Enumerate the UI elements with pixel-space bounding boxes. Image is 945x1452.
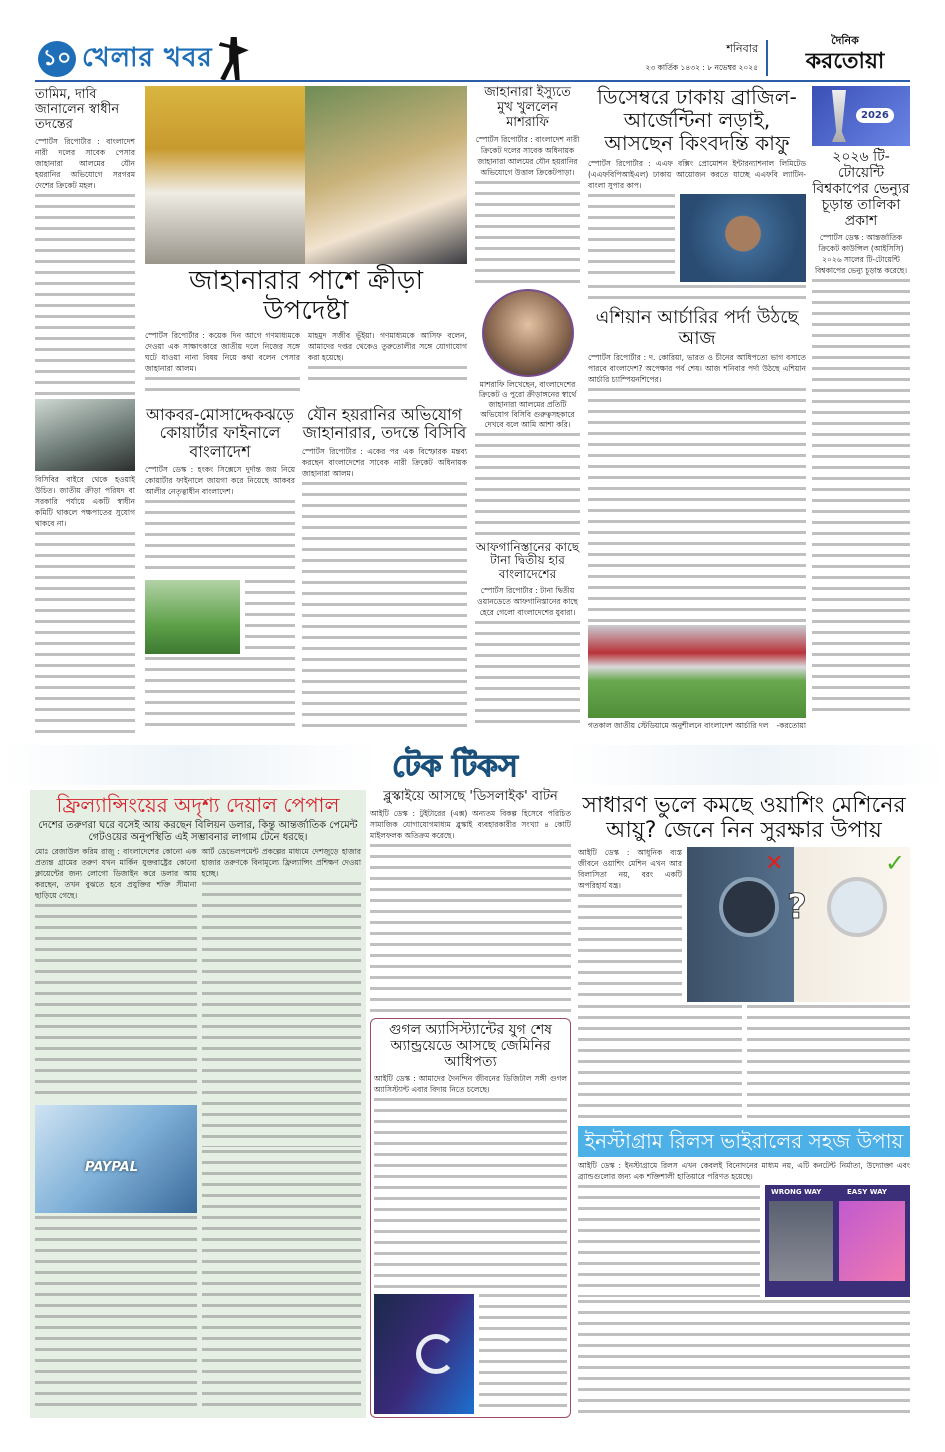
t20-logo-year: 2026 [856, 108, 894, 123]
instagram-body-3 [578, 1300, 910, 1418]
main-body-row [145, 330, 467, 399]
issue-day: শনিবার [726, 42, 758, 55]
masthead-block [775, 34, 915, 76]
freelance-right [202, 846, 362, 1414]
brazil-column [588, 86, 806, 731]
header-left [38, 38, 249, 80]
akbar-headline: আকবর-মোসাদ্দেকঝড়ে কোয়ার্টার ফাইনালে বাংলাদেশ [146, 404, 294, 461]
freelance-headline: ফ্রিল্যান্সিংয়ের অদৃশ্য দেয়াল পেপাল [56, 793, 340, 817]
bluesky-lead: আইটি ডেস্ক : টুইটারের (এক্স) অন্যতম বিকল্প হিসেবে পরিচিত সামাজিক যোগাযোগমাধ্যম ব্লুস্কাই ব্যবহারকারীর সংখ্যা ৪ কোটি মাইলফলক অতিক্রম করেছে। [370, 808, 571, 840]
google-g-icon [416, 1334, 456, 1374]
washing-headline: সাধারণ ভুলে কমছে ওয়াশিং মেশিনের আয়ু? জেনে নিন সুরক্ষার উপায় [582, 793, 906, 844]
main-body [145, 377, 300, 399]
paypal-image [35, 1105, 197, 1213]
akbar-body-3 [145, 657, 295, 734]
bcb-headline: যৌন হয়রানির অভিযোগ জাহানারার, তদন্তে বিসিবি [302, 404, 467, 443]
akbar-photo-row [145, 580, 295, 654]
section-logo: খেলার খবর [82, 43, 213, 73]
gemini-box [370, 1018, 571, 1418]
bluesky-body [370, 844, 571, 1015]
clean-drum [827, 877, 887, 937]
mashrafe-column [475, 86, 580, 726]
mashrafe-lead: স্পোর্টস রিপোর্টার : বাংলাদেশ নারী ক্রিকেট দলের সাবেক অধিনায়ক জাহানারা আলমের যৌন হয়রানির অভিযোগে উত্তাল ক্রিকেটপাড়া। [475, 134, 580, 177]
archery-caption-row [588, 721, 806, 731]
washing-body-3 [747, 1005, 911, 1123]
middle-tech-column [370, 790, 571, 1418]
akbar-body-2 [245, 580, 295, 654]
afghan-lead: স্পোর্টস রিপোর্টার : টানা দ্বিতীয় ওয়ানডেতে আফগানিস্তানের কাছে হেরে গেলো বাংলাদেশের যুবারা। [477, 586, 578, 618]
freelance-lead-2: আর্ট ডেভেলপমেন্ট প্রকল্পের মাধ্যমে দেশজুড়ে হাজার হাজার তরুণকে বিনামূল্যে ফ্রিল্যান্সিং প্রশিক্ষণ দেওয়া হচ্ছে। [201, 847, 361, 878]
mashrafe-body [475, 181, 580, 286]
cross-icon: ✕ [765, 850, 784, 876]
dirty-drum [719, 877, 779, 937]
t20-column [812, 86, 910, 712]
trophy-icon [832, 90, 846, 142]
tech-banner-title: টেক টিকস [392, 749, 518, 784]
washing-left [578, 847, 682, 1002]
tamim-lead: স্পোর্টস রিপোর্টার : বাংলাদেশ নারী দলের সাবেক পেসার জাহানারা আলমের যৌন হয়রানির অভিযোগে সরগরম দেশের ক্রিকেট মহল। [35, 136, 135, 190]
bcb-lead: স্পোর্টস রিপোর্টার : একের পর এক বিস্ফোরক মন্তব্য করছেন বাংলাদেশের সাবেক নারী ক্রিকেট অধিনায়ক জাহানারা আলম। [302, 446, 467, 478]
washing-body-row [578, 1005, 910, 1123]
t20-logo-image [812, 86, 910, 146]
mashrafe-caption: মাশরাফি লিখেছেন, বাংলাদেশের ক্রিকেট ও পুরো ক্রীড়াঙ্গনের স্বার্থে জাহানারা আলমের প্রতিটি অভিযোগ বিসিবি গুরুত্বসহকারে দেখবে বলে আমি আশা করি। [478, 379, 577, 429]
mashrafe-headline: জাহানারা ইস্যুতে মুখ খুললেন মাশরাফি [484, 85, 571, 130]
akbar-body [145, 500, 295, 577]
archery-headline: এশিয়ান আর্চারির পর্দা উঠছে আজ [595, 307, 799, 349]
masthead-divider [766, 40, 768, 76]
archery-photo [588, 625, 806, 718]
sub-stories-row [145, 406, 467, 734]
gemini-body-2 [479, 1294, 567, 1414]
freelance-body [35, 904, 197, 1102]
question-mark-icon: ? [787, 886, 807, 927]
instagram-body-2 [578, 1185, 760, 1297]
afghan-body [475, 621, 580, 726]
t20-headline: ২০২৬ টি-টোয়েন্টি বিশ্বকাপের ভেন্যুর চূড়ান্ত তালিকা প্রকাশ [812, 149, 910, 230]
washing-body-2 [578, 1005, 742, 1123]
washing-lead: আইটি ডেস্ক : আধুনিক ব্যস্ত জীবনে ওয়াশিং মেশিন এখন আর বিলাসিতা নয়, বরং একটি অপরিহার্য যন্ত্র। [578, 847, 682, 890]
archery-body [588, 388, 806, 622]
freelance-box [30, 790, 366, 1418]
tamim-column [35, 88, 135, 734]
archery-credit: -করতোয়া [776, 721, 806, 730]
footballer-silhouette-icon [219, 37, 249, 81]
freelance-lead: মোঃ রেজাউল করিম রাজু : বাংলাদেশের কোনো এক প্রত্যন্ত গ্রামের তরুণ যখন মার্কিন যুক্তরাষ্ট্রের কোনো ক্লায়েন্টের জন্য লোগো ডিজাইন করে ডলার আয় করছেন, তখন বুঝতে হবে প্রযুক্তির শক্তি সীমানা ছাড়িয়ে গেছে। [35, 847, 197, 900]
instagram-lead: আইটি ডেস্ক : ইনস্টাগ্রামে রিলস এখন কেবলই বিনোদনের মাধ্যম নয়, এটি কনটেন্ট নির্মাতা, উদ্যোক্তা এবং ব্র্যান্ডগুলোর জন্য এক শক্তিশালী হাতিয়ারে পরিণত হয়েছে। [578, 1160, 910, 1181]
main-body-right [308, 330, 467, 399]
gemini-image [374, 1294, 474, 1414]
tamim-headline: তামিম, দাবি জানালেন স্বাধীন তদন্তের [35, 87, 120, 132]
freelance-body-2 [202, 882, 362, 1147]
tamim-photo [35, 399, 135, 471]
cafu-photo [680, 194, 806, 282]
page-number-badge: ১০ [38, 41, 76, 77]
main-body-2 [308, 366, 467, 388]
mashrafe-photo [482, 289, 574, 377]
easy-way-panel [839, 1201, 905, 1281]
issue-info [560, 40, 758, 75]
instagram-headline-banner: ইনস্টাগ্রাম রিলস ভাইরালের সহজ উপায় [578, 1126, 910, 1157]
freelance-left [35, 846, 197, 1414]
main-photos [145, 86, 467, 264]
wrong-way-panel [769, 1201, 833, 1281]
jahanara-photo [305, 86, 467, 264]
sports-adviser-photo [145, 86, 305, 264]
afghan-headline: আফগানিস্তানের কাছে টানা দ্বিতীয় হার বাংলাদেশের [475, 539, 580, 582]
cafu-row [588, 194, 806, 282]
tamim-body-2 [35, 532, 135, 734]
tamim-body [35, 194, 135, 396]
brazil-headline: ডিসেম্বরে ঢাকায় ব্রাজিল-আর্জেন্টিনা লড়াই, আসছেন কিংবদন্তি কাফু [597, 85, 797, 155]
main-column [145, 86, 467, 734]
paypal-image-text: PAYPAL [85, 1160, 138, 1175]
cricket-photo [145, 580, 240, 654]
washing-machine-image [687, 847, 910, 1002]
washing-body [578, 894, 682, 1002]
bcb-column [302, 406, 467, 734]
easy-way-label: EASY WAY [847, 1187, 887, 1196]
tamim-lead-2: বিসিবির বাইরে থেকে হওয়াই উচিত। জাতীয় ক্রীড়া পরিষদ বা সরকারি পর্যায়ে একটি স্বাধীন কমিটি থাকলে পক্ষপাতের সুযোগ থাকবে না। [35, 474, 135, 528]
wrong-way-label: WRONG WAY [771, 1187, 822, 1196]
archery-caption: গতকাল জাতীয় স্টেডিয়ামে অনুশীলনে বাংলাদেশ আর্চারি দল [588, 721, 769, 730]
gemini-headline: গুগল অ্যাসিস্ট্যান্টের যুগ শেষ অ্যান্ড্রয়েডে আসছে জেমিনির আধিপত্য [389, 1022, 552, 1071]
main-headline: জাহানারার পাশে ক্রীড়া উপদেষ্টা [188, 266, 424, 326]
right-tech-column [578, 793, 910, 1418]
header-rule [35, 80, 910, 82]
issue-date: ২৩ কার্তিক ১৪৩২ : ৮ নভেম্বর ২০২৫ [645, 63, 758, 72]
masthead: করতোয়া [805, 49, 885, 74]
freelance-body-4 [202, 1150, 362, 1415]
freelance-columns [35, 846, 361, 1414]
masthead-small: দৈনিক [831, 34, 859, 47]
main-lead: স্পোর্টস রিপোর্টার : কয়েক দিন আগে গণমাধ্যমকে দেওয়া এক সাক্ষাৎকারে জাতীয় দলে নিজের সঙ্গে ঘটে যাওয়া নানা বিষয় নিয়ে কথা বলেন পেসার জাহানারা আলম। [145, 330, 300, 373]
freelance-subhead: দেশের তরুণরা ঘরে বসেই আয় করছেন বিলিয়ন ডলার, কিন্তু আন্তর্জাতিক পেমেন্ট গেটওয়ের অনুপস্থিতি এই সম্ভাবনার লাগাম টেনে ধরছে। [38, 820, 358, 843]
brazil-lead: স্পোর্টস রিপোর্টার : এএফ বক্সিং প্রোমোশন ইন্টারন্যাশনাল লিমিটেড (এএফবিপিআইএল) ঢাকায় আয়োজন করতে যাচ্ছে এএফবি ল্যাটিন-বাংলা সুপার কাপ। [588, 159, 806, 190]
check-icon: ✓ [885, 848, 906, 877]
instagram-image [765, 1185, 910, 1297]
bcb-body [302, 482, 467, 734]
brazil-body-3 [588, 285, 806, 305]
archery-lead: স্পোর্টস রিপোর্টার : দ. কোরিয়া, ভারত ও চীনের আধিপত্যে ভাগ বসাতে পারবে বাংলাদেশ? অপেক্ষার পর্ব শেষ। আজ শনিবার পর্দা উঠছে এশিয়ান আর্চারি চ্যাম্পিয়নশিপের। [588, 353, 806, 385]
t20-lead: স্পোর্টস ডেস্ক : আন্তর্জাতিক ক্রিকেট কাউন্সিল (আইসিসি) ২০২৬ সালের টি-টোয়েন্টি বিশ্বকাপের ভেন্যু চূড়ান্ত করেছে। [814, 233, 908, 276]
main-body-left [145, 330, 300, 399]
freelance-body-3 [35, 1216, 197, 1414]
akbar-column [145, 406, 295, 734]
main-lead-2: মাহমুদ সজীব ভূঁইয়া। গণমাধ্যমকে আসিফ বলেন, আমাদের দপ্তর থেকেও তুরুতোলীর সঙ্গে যোগাযোগ করা হয়েছে। [308, 330, 467, 362]
gemini-lead: আইটি ডেস্ক : আমাদের দৈনন্দিন জীবনের ডিজিটাল সঙ্গী গুগল অ্যাসিস্ট্যান্ট এবার বিদায় নিতে চলেছে। [374, 1074, 567, 1095]
washing-image-row [578, 847, 910, 1002]
bluesky-headline: ব্লুস্কাইয়ে আসছে 'ডিসলাইক' বাটন [383, 789, 558, 804]
akbar-lead: স্পোর্টস ডেস্ক : হংকং সিক্সেসে দুর্দান্ত জয় নিয়ে কোয়ার্টার ফাইনালে জায়গা করে নিয়েছে আকবর আলীর নেতৃত্বাধীন বাংলাদেশ। [145, 464, 295, 496]
t20-body [812, 279, 910, 712]
brazil-body-2 [588, 194, 675, 282]
gemini-body [374, 1098, 567, 1291]
gemini-image-row [374, 1294, 567, 1414]
mashrafe-caption-rest [475, 433, 580, 538]
instagram-image-row [578, 1185, 910, 1297]
